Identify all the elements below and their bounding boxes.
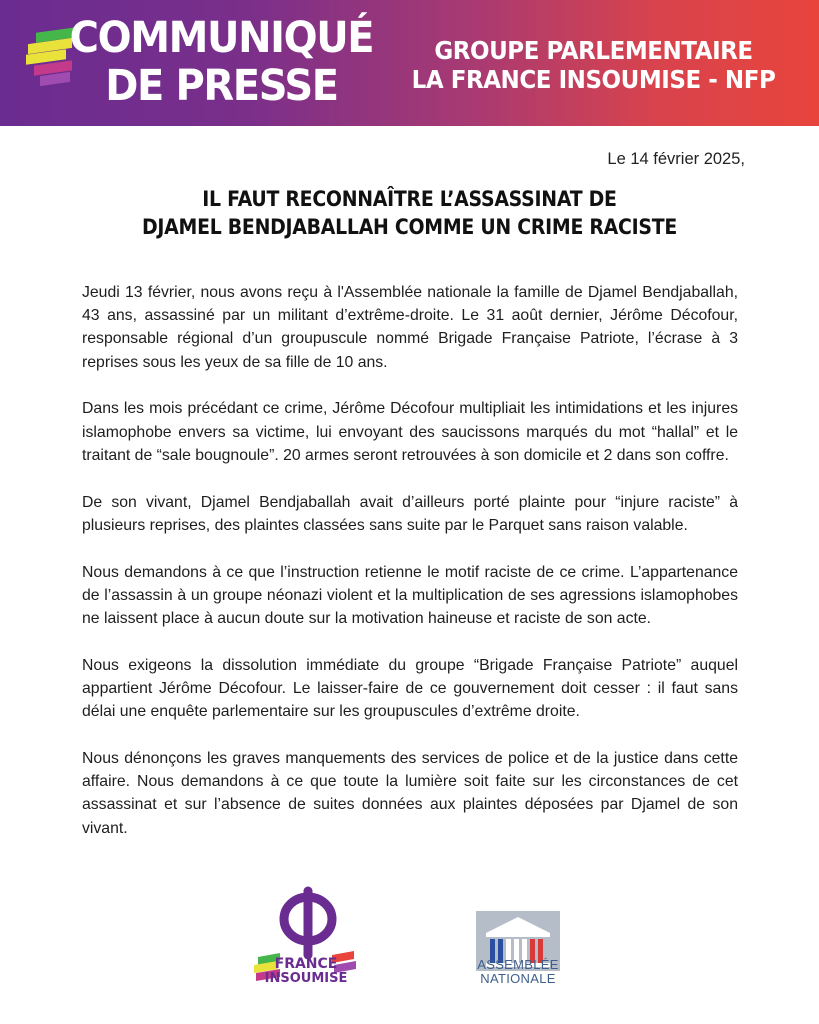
paragraph: De son vivant, Djamel Bendjaballah avait d’ailleurs porté plainte pour “injure raciste” à plusieurs reprises, des plaintes classées sans suite par le Parquet sans raison valable.	[82, 493, 738, 534]
group-line1: GROUPE PARLEMENTAIRE	[433, 36, 753, 65]
body-text	[82, 281, 738, 863]
footer-logos	[0, 885, 819, 1005]
paragraph: Nous dénonçons les graves manquements des services de police et de la justice dans cette affaire. Nous demandons à ce que toute la lumière soit faite sur les circonstances de cet assassinat et sur l’absence de suites données aux plaintes déposées par Djamel de son vivant.	[82, 750, 738, 837]
paragraph: Jeudi 13 février, nous avons reçu à l'Assemblée nationale la famille de Djamel Bendjaballah, 43 ans, assassiné par un militant d’extrême-droite. Le 31 août dernier, Jérôme Décofour, responsable régional d’un groupuscule nommé Brigade Française Patriote, l’écrase à 3 reprises sous les yeux de sa fille de 10 ans.	[82, 284, 738, 371]
date: Le 14 février 2025,	[607, 150, 745, 168]
banner-title-line1: COMMUNIQUÉ	[69, 13, 374, 63]
paragraph: Dans les mois précédant ce crime, Jérôme Décofour multipliait les intimidations et les injures islamophobe envers sa victime, lui envoyant des saucissons marqués du mot “hallal” et le traitant de “sale bougnoule”. 20 armes seront retrouvées à son domicile et 2 dans son coffre.	[82, 400, 738, 464]
assemblee-text-line1: ASSEMBLÉE	[477, 957, 559, 972]
headline-line2: DJAMEL BENDJABALLAH COMME UN CRIME RACISTE	[141, 215, 678, 239]
lfi-logo-text-line1: FRANCE	[274, 956, 338, 972]
paragraph: Nous exigeons la dissolution immédiate du groupe “Brigade Française Patriote” auquel appartient Jérôme Décofour. Le laisser-faire de ce gouvernement doit cesser : il faut sans délai une enquête parlementaire sur les groupuscules d’extrême droite.	[82, 656, 738, 721]
parliamentary-group-name	[411, 36, 775, 94]
banner-title	[68, 14, 375, 110]
lfi-logo-icon	[250, 885, 360, 995]
headline	[0, 185, 819, 241]
paragraph: Nous demandons à ce que l’instruction retienne le motif raciste de ce crime. L’appartenance de l’assassin à un groupe néonazi violent et la multiplication de ses agressions islamophobes ne laissent place à aucun doute sur la motivation haineuse et raciste de son acte.	[82, 563, 738, 628]
assemblee-nationale-logo-text	[460, 958, 576, 986]
headline-line1: IL FAUT RECONNAÎTRE L’ASSASSINAT DE	[202, 187, 617, 211]
assemblee-text-line2: NATIONALE	[480, 971, 556, 986]
lfi-logo-text-line2: INSOUMISE	[264, 971, 348, 986]
banner-title-line2: DE PRESSE	[105, 61, 338, 111]
press-release-banner	[0, 0, 819, 126]
group-line2: LA FRANCE INSOUMISE - NFP	[411, 65, 775, 94]
